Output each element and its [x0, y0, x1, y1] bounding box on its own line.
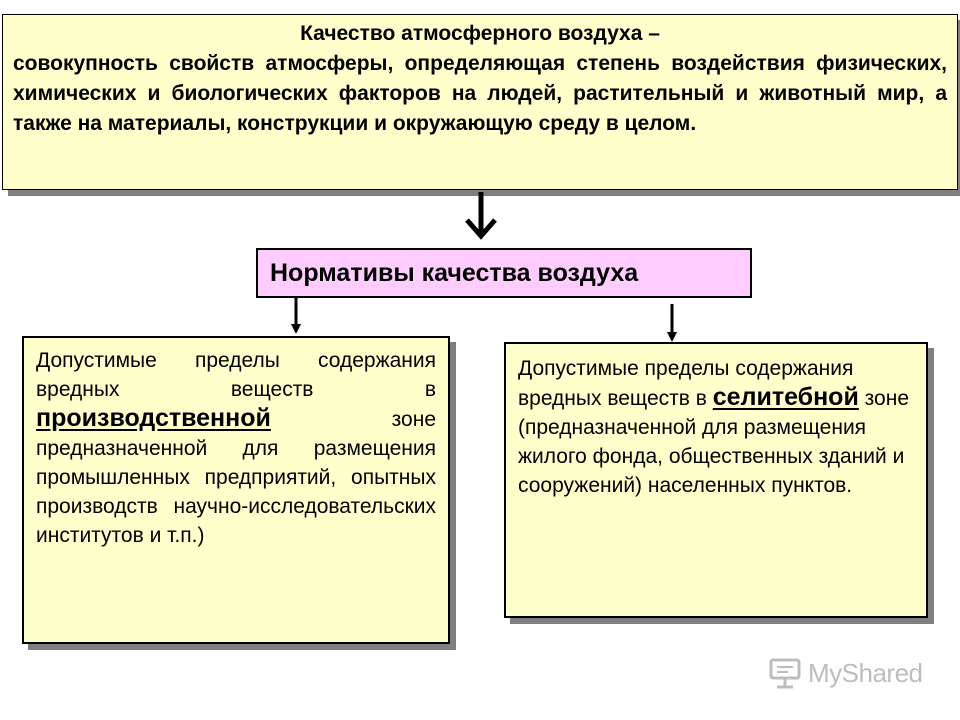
industrial-zone-suffix: зоне предназначенной для размещения промышленных предприятий, опытных производств научно-исследовательских институтов и т.п.): [36, 408, 436, 547]
arrow-down-main: [467, 192, 495, 236]
industrial-zone-prefix: Допустимые пределы содержания вредных веществ в: [36, 349, 436, 401]
watermark-text: MyShared: [808, 657, 923, 688]
presentation-board-icon: [768, 657, 802, 689]
residential-zone-word: селитебной: [712, 383, 859, 411]
definition-title: Качество атмосферного воздуха –: [300, 22, 660, 45]
industrial-zone-box: [22, 336, 450, 644]
arrow-down-left: [291, 298, 301, 334]
norms-title: Нормативы качества воздуха: [270, 259, 639, 287]
norms-box: [256, 248, 752, 298]
residential-zone-prefix: Допустимые пределы содержания вредных веществ в: [518, 357, 854, 410]
definition-text: совокупность свойств атмосферы, определяющая степень воздействия физических, химических и биологических факторов на людей, растительный и животный мир, а также на материалы, конструкции и окружающую среду в целом.: [13, 52, 947, 135]
residential-zone-box: [504, 342, 928, 618]
watermark: [768, 655, 923, 691]
industrial-zone-word: производственной: [36, 404, 271, 432]
residential-zone-suffix: зоне (предназначенной для размещения жилого фонда, общественных зданий и сооружений) населенных пунктов.: [518, 387, 910, 497]
arrow-down-right: [667, 304, 677, 342]
